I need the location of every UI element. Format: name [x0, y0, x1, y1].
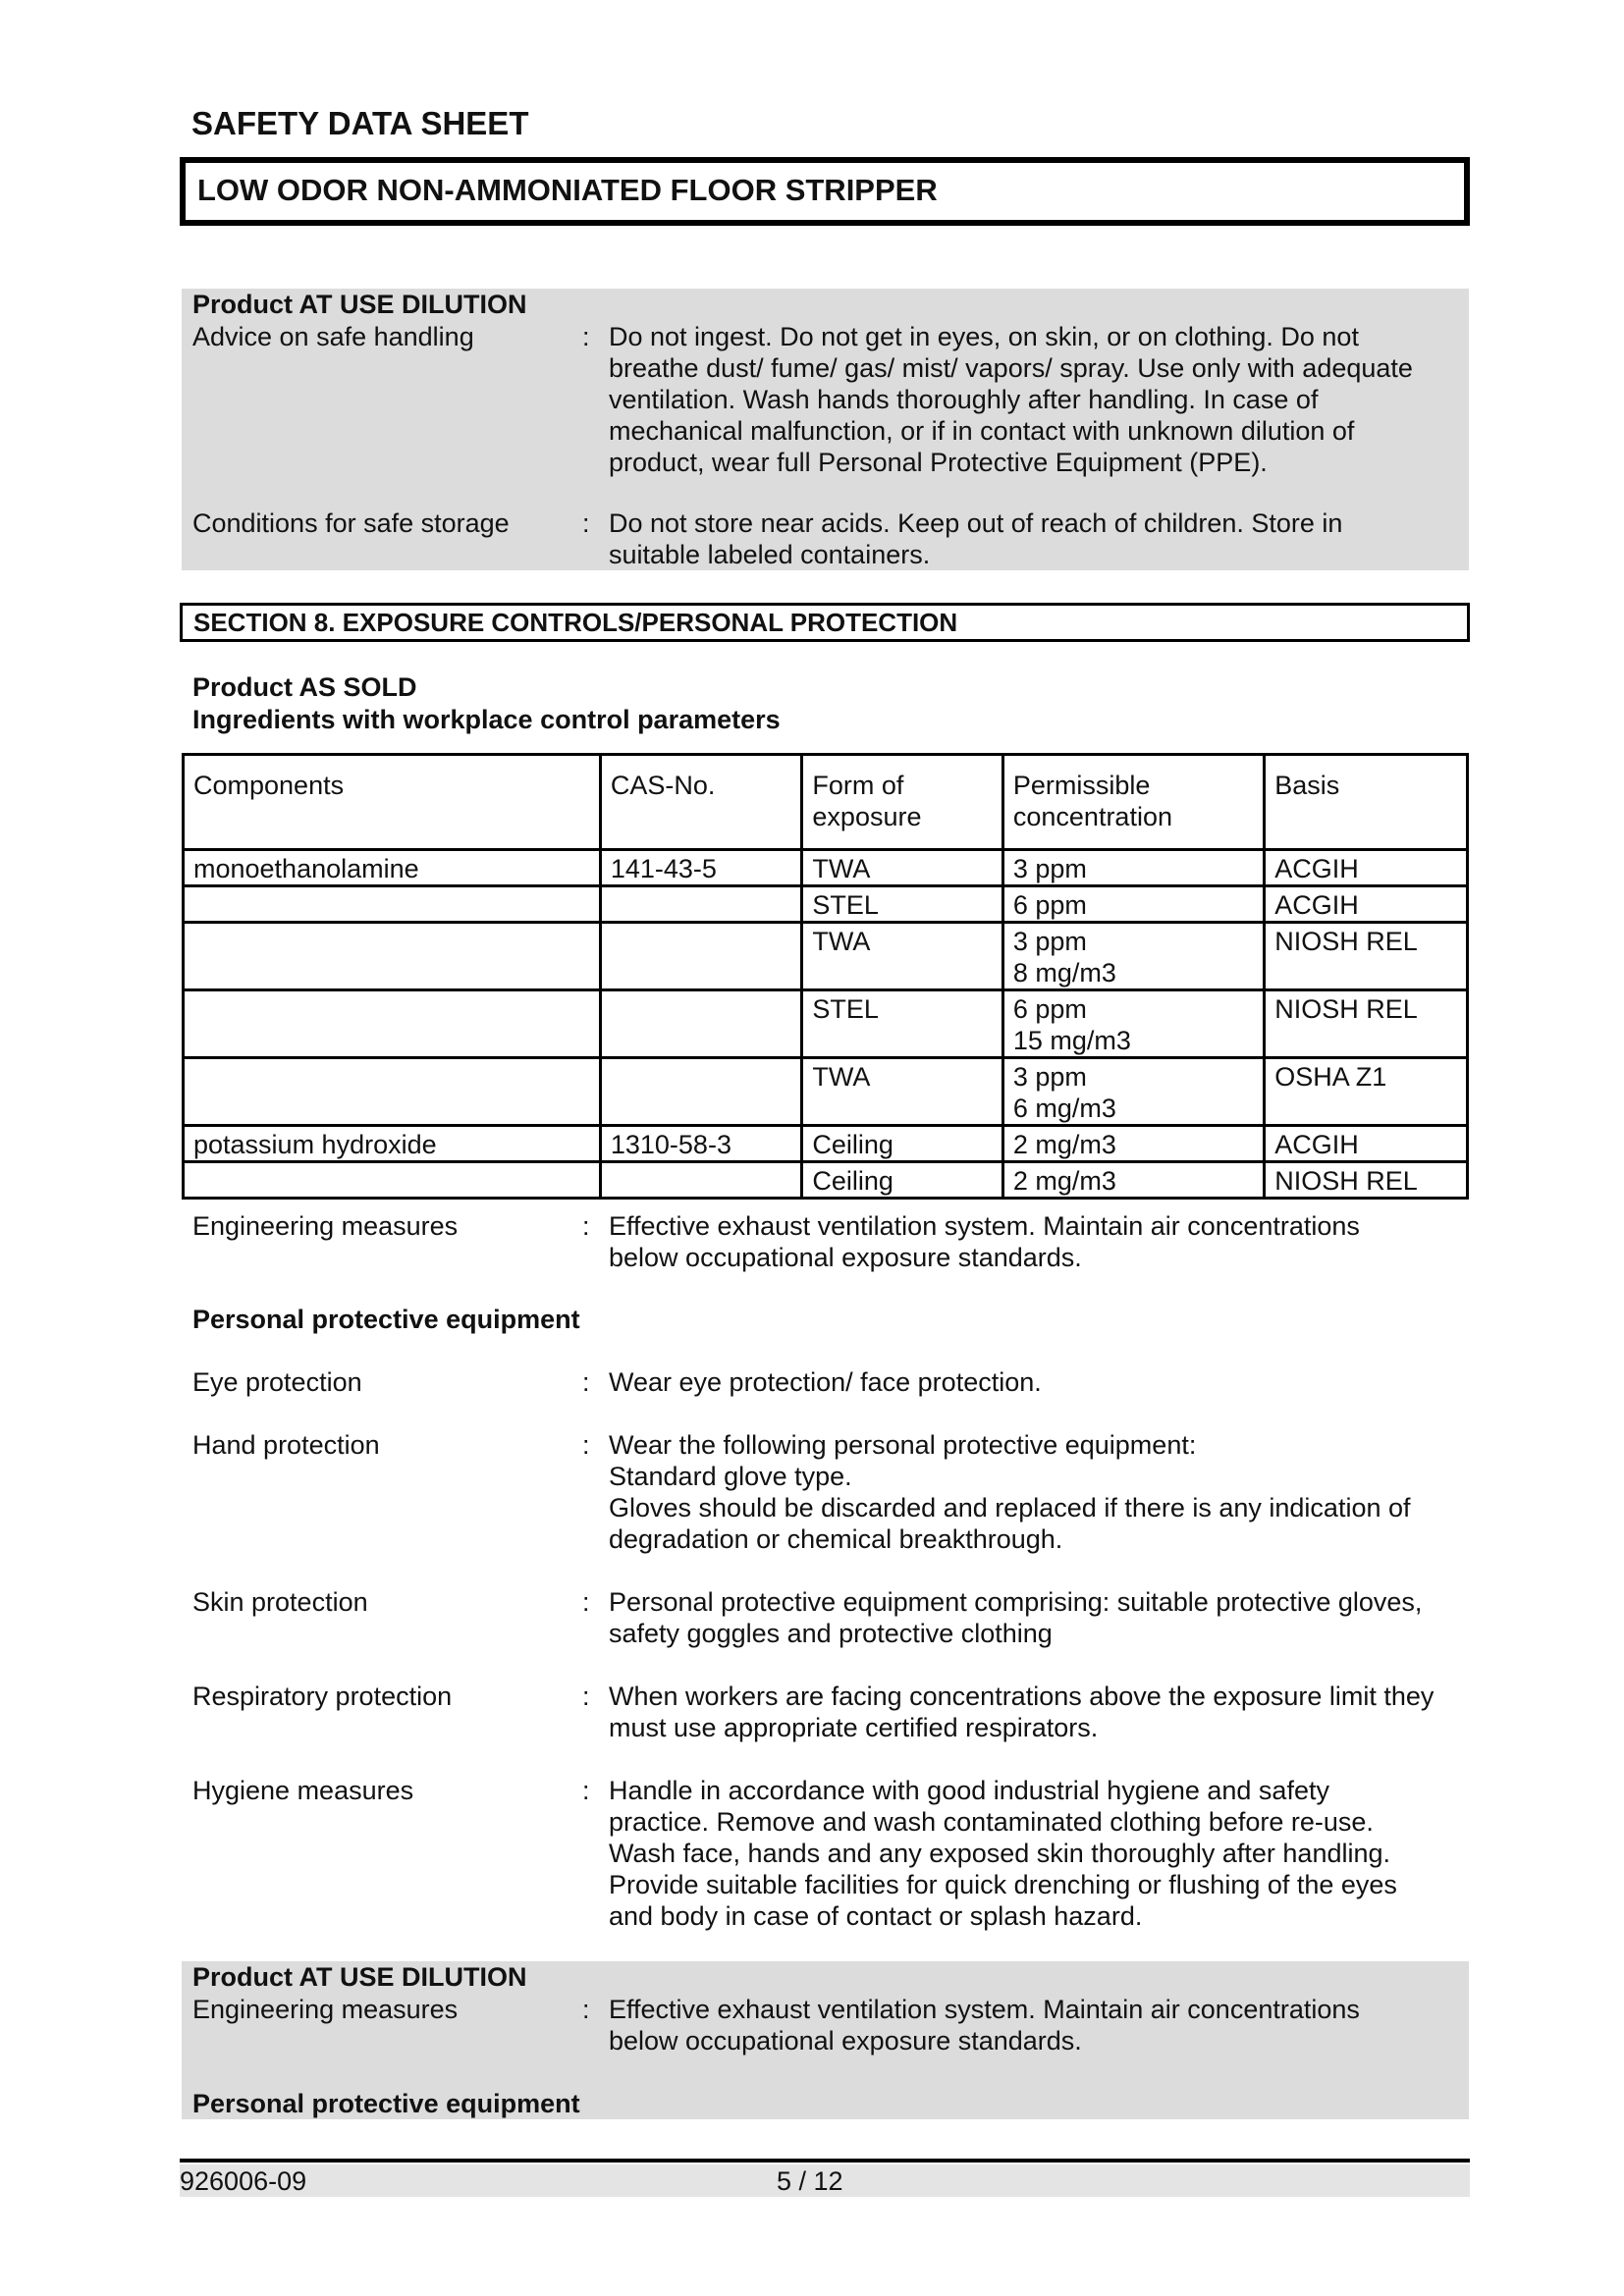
table-cell [1002, 1162, 1264, 1199]
cell-text: monoethanolamine [193, 854, 419, 883]
cell-text [611, 1061, 792, 1093]
value-line: and body in case of contact or splash hazard. [609, 1901, 1143, 1931]
colon-separator: : [582, 322, 590, 351]
table-row [184, 850, 1468, 886]
row-label: Engineering measures [192, 1995, 459, 2024]
cell-text: Ceiling [812, 1130, 893, 1159]
table-cell [1265, 990, 1468, 1058]
cell-text: ACGIH [1274, 1130, 1359, 1159]
exposure-limits-table [182, 753, 1469, 1200]
dilution-heading: Product AT USE DILUTION [192, 290, 527, 319]
cell-text [193, 1165, 590, 1197]
cell-text: NIOSH REL [1274, 927, 1418, 956]
row-value [609, 507, 1463, 570]
table-cell [600, 886, 802, 923]
cell-text: 2 mg/m3 [1012, 1130, 1116, 1159]
cell-text: OSHA Z1 [1274, 1062, 1387, 1092]
table-row [184, 1126, 1468, 1162]
table-cell [1002, 1126, 1264, 1162]
row-value [609, 321, 1463, 478]
table-cell [184, 1058, 601, 1126]
colon-separator: : [582, 1211, 590, 1241]
table-cell [802, 886, 1002, 923]
value-line: below occupational exposure standards. [609, 1243, 1082, 1272]
table-cell [1265, 850, 1468, 886]
value-line: Handle in accordance with good industrial hygiene and safety [609, 1776, 1329, 1805]
value-line: Effective exhaust ventilation system. Maintain air concentrations [609, 1995, 1360, 2024]
cell-line: 6 mg/m3 [1012, 1094, 1116, 1123]
value-line: must use appropriate certified respirators. [609, 1713, 1099, 1742]
header-text: Permissible [1012, 771, 1151, 800]
cell-text: TWA [812, 927, 871, 956]
table-cell [802, 1126, 1002, 1162]
value-line: suitable labeled containers. [609, 540, 931, 569]
cell-text [611, 1165, 792, 1197]
cell-line: 8 mg/m3 [1012, 958, 1116, 988]
value-line: Wear eye protection/ face protection. [609, 1367, 1042, 1397]
cell-text [611, 889, 792, 921]
colon-separator: : [582, 1587, 590, 1617]
colon-separator: : [582, 1682, 590, 1711]
row-value [609, 1994, 1463, 2056]
column-header [1265, 755, 1468, 850]
value-line: product, wear full Personal Protective Equipment (PPE). [609, 448, 1268, 477]
header-text: exposure [812, 802, 922, 831]
row-value [609, 1681, 1463, 1743]
cell-text: 6 ppm [1012, 890, 1087, 920]
value-line: degradation or chemical breakthrough. [609, 1524, 1063, 1554]
column-header [802, 755, 1002, 850]
value-line: Standard glove type. [609, 1462, 852, 1491]
colon-separator: : [582, 508, 590, 538]
table-cell [1002, 990, 1264, 1058]
colon-separator: : [582, 1995, 590, 2024]
table-cell [802, 850, 1002, 886]
section-8-header [180, 603, 1470, 642]
table-cell [600, 923, 802, 990]
row-value [609, 1586, 1463, 1649]
product-name-box [180, 157, 1470, 226]
cell-text: STEL [812, 994, 879, 1024]
ppe-heading: Personal protective equipment [192, 1305, 580, 1334]
cell-text: ACGIH [1274, 854, 1359, 883]
colon-separator: : [582, 1367, 590, 1397]
dilution-heading-2: Product AT USE DILUTION [192, 1962, 527, 1992]
header-text: Form of [812, 771, 904, 800]
row-label: Hand protection [192, 1430, 380, 1460]
table-row [184, 1058, 1468, 1126]
table-cell [184, 886, 601, 923]
cell-text [611, 926, 792, 957]
cell-line: 15 mg/m3 [1012, 1026, 1131, 1055]
table-header-row [184, 755, 1468, 850]
column-header [184, 755, 601, 850]
column-header [600, 755, 802, 850]
product-name: LOW ODOR NON-AMMONIATED FLOOR STRIPPER [197, 173, 938, 207]
row-value [609, 1429, 1463, 1555]
table-cell [1265, 1058, 1468, 1126]
table-cell [600, 850, 802, 886]
row-label: Conditions for safe storage [192, 508, 510, 538]
value-line: practice. Remove and wash contaminated clothing before re-use. [609, 1807, 1374, 1837]
table-cell [1265, 886, 1468, 923]
cell-text: Ceiling [812, 1166, 893, 1196]
table-cell [802, 1058, 1002, 1126]
table-cell [600, 1126, 802, 1162]
row-label: Engineering measures [192, 1211, 459, 1241]
cell-text [193, 889, 590, 921]
cell-text: STEL [812, 890, 879, 920]
cell-text: potassium hydroxide [193, 1130, 437, 1159]
table-cell [1002, 886, 1264, 923]
table-cell [184, 1162, 601, 1199]
colon-separator: : [582, 1430, 590, 1460]
cell-text: NIOSH REL [1274, 994, 1418, 1024]
table-cell [1265, 1162, 1468, 1199]
row-label: Hygiene measures [192, 1776, 414, 1805]
table-row [184, 886, 1468, 923]
table-cell [184, 923, 601, 990]
cell-line: 6 ppm [1012, 994, 1087, 1024]
table-cell [184, 990, 601, 1058]
cell-text [611, 993, 792, 1025]
cell-text: TWA [812, 854, 871, 883]
value-line: breathe dust/ fume/ gas/ mist/ vapors/ spray. Use only with adequate [609, 353, 1413, 383]
table-row [184, 1162, 1468, 1199]
cell-text: NIOSH REL [1274, 1166, 1418, 1196]
value-line: Do not store near acids. Keep out of reach of children. Store in [609, 508, 1343, 538]
cell-text: 2 mg/m3 [1012, 1166, 1116, 1196]
table-row [184, 990, 1468, 1058]
value-line: safety goggles and protective clothing [609, 1619, 1053, 1648]
cell-text [193, 993, 590, 1025]
header-text: Basis [1274, 771, 1340, 800]
value-line: Do not ingest. Do not get in eyes, on skin, or on clothing. Do not [609, 322, 1359, 351]
cell-text: TWA [812, 1062, 871, 1092]
table-cell [600, 990, 802, 1058]
section-8-title: SECTION 8. EXPOSURE CONTROLS/PERSONAL PROTECTION [193, 608, 958, 637]
table-cell [1002, 850, 1264, 886]
value-line: Provide suitable facilities for quick drenching or flushing of the eyes [609, 1870, 1397, 1899]
cell-text: 3 ppm [1012, 854, 1087, 883]
row-label: Advice on safe handling [192, 322, 474, 351]
page-number: 5 / 12 [777, 2166, 843, 2196]
value-line: When workers are facing concentrations above the exposure limit they [609, 1682, 1435, 1711]
value-line: Gloves should be discarded and replaced if there is any indication of [609, 1493, 1411, 1522]
value-line: Wear the following personal protective equipment: [609, 1430, 1197, 1460]
value-line: Personal protective equipment comprising: suitable protective gloves, [609, 1587, 1423, 1617]
table-cell [802, 1162, 1002, 1199]
table-cell [184, 850, 601, 886]
row-value [609, 1210, 1463, 1273]
dilution-ppe-heading: Personal protective equipment [192, 2089, 580, 2118]
header-text: concentration [1012, 802, 1172, 831]
value-line: Wash face, hands and any exposed skin thoroughly after handling. [609, 1839, 1391, 1868]
table-cell [1265, 1126, 1468, 1162]
column-header [1002, 755, 1264, 850]
table-cell [184, 1126, 601, 1162]
value-line: below occupational exposure standards. [609, 2026, 1082, 2056]
as-sold-heading: Product AS SOLD [192, 672, 417, 702]
row-label: Eye protection [192, 1367, 362, 1397]
footer [180, 2164, 1470, 2197]
cell-line: 3 ppm [1012, 1062, 1087, 1092]
document-title: SAFETY DATA SHEET [191, 105, 529, 141]
cell-text [193, 1061, 590, 1093]
table-cell [600, 1162, 802, 1199]
cell-text: 1310-58-3 [610, 1130, 731, 1159]
cell-text: 141-43-5 [610, 854, 717, 883]
document-code: 926006-09 [180, 2166, 307, 2196]
value-line: ventilation. Wash hands thoroughly after handling. In case of [609, 385, 1319, 414]
table-cell [600, 1058, 802, 1126]
cell-text: ACGIH [1274, 890, 1359, 920]
value-line: Effective exhaust ventilation system. Maintain air concentrations [609, 1211, 1360, 1241]
footer-divider [180, 2159, 1470, 2163]
cell-text [193, 926, 590, 957]
ingredients-heading: Ingredients with workplace control parameters [192, 705, 781, 734]
colon-separator: : [582, 1776, 590, 1805]
row-value [609, 1366, 1463, 1398]
table-cell [802, 990, 1002, 1058]
row-label: Skin protection [192, 1587, 368, 1617]
table-row [184, 923, 1468, 990]
header-text: Components [193, 771, 345, 800]
cell-line: 3 ppm [1012, 927, 1087, 956]
table-cell [1265, 923, 1468, 990]
header-text: CAS-No. [610, 771, 716, 800]
table-cell [802, 923, 1002, 990]
table-cell [1002, 1058, 1264, 1126]
row-label: Respiratory protection [192, 1682, 453, 1711]
row-value [609, 1775, 1463, 1932]
table-cell [1002, 923, 1264, 990]
value-line: mechanical malfunction, or if in contact with unknown dilution of [609, 416, 1355, 446]
